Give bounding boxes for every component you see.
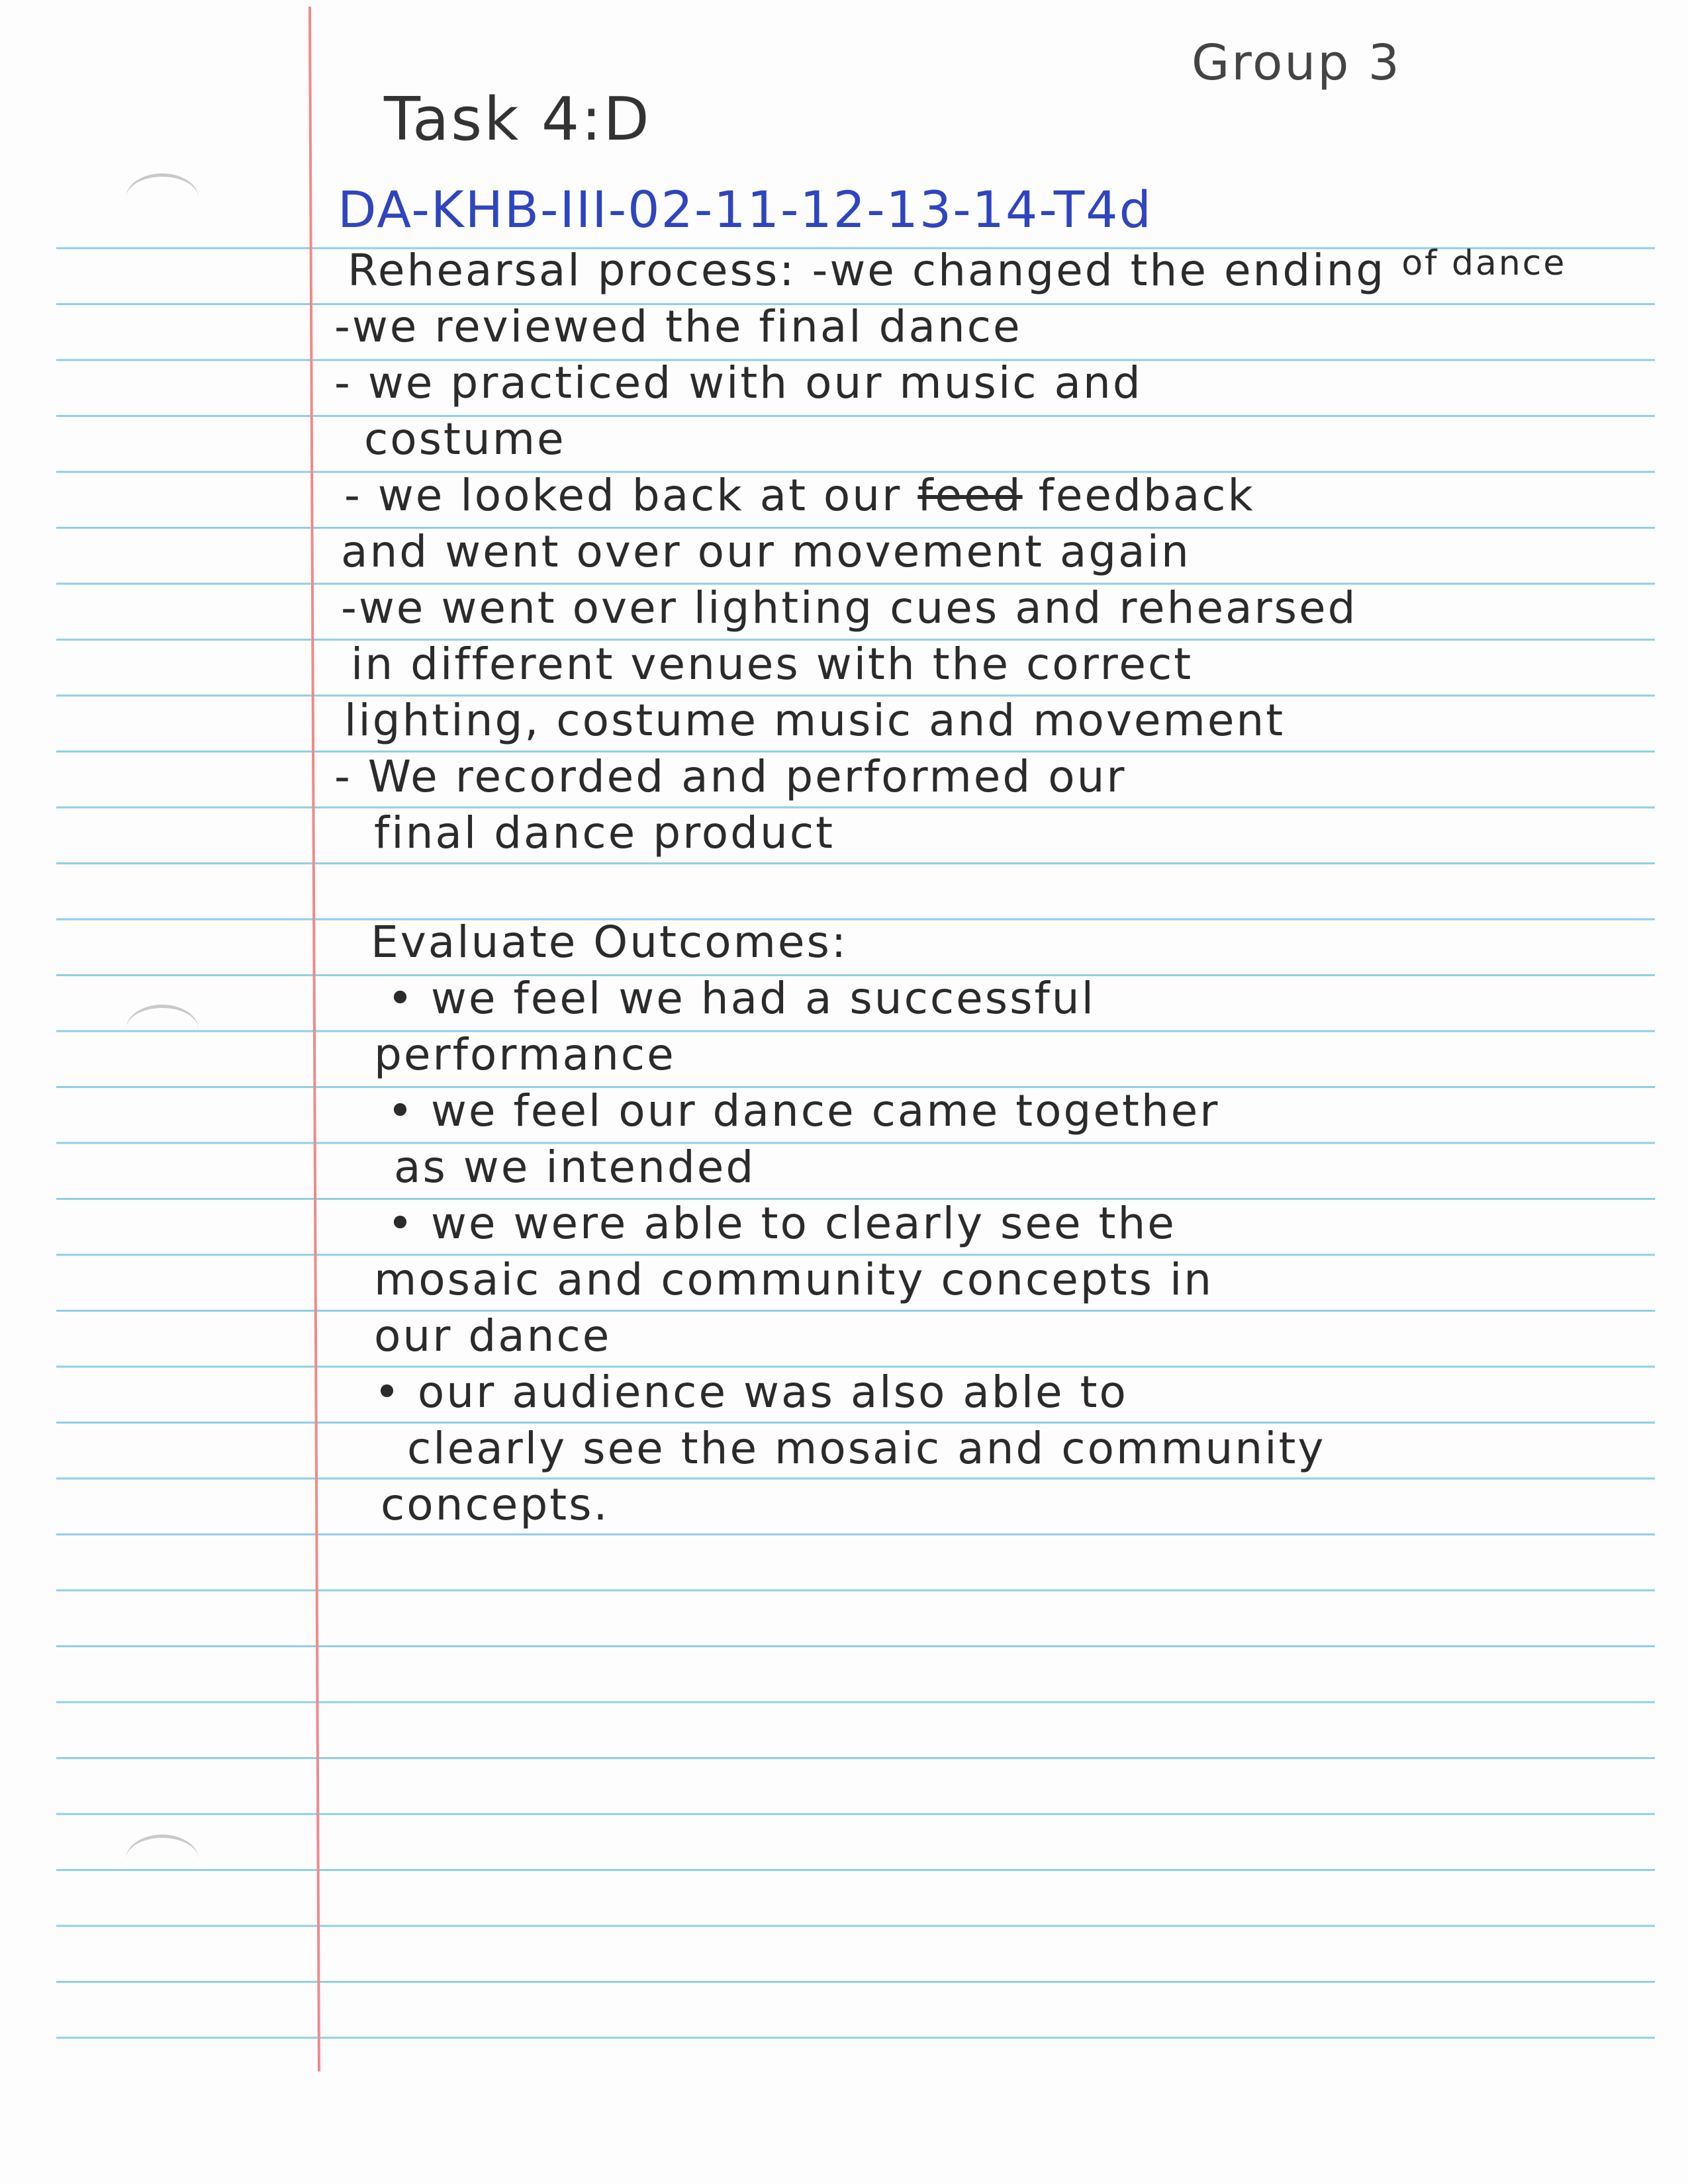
rehearsal-line: lighting, costume music and movement — [344, 695, 1286, 746]
margin-line — [310, 7, 319, 2071]
rehearsal-line: costume — [364, 414, 566, 465]
superscript-insert: of dance — [1401, 244, 1567, 283]
evaluate-line: • we feel our dance came together — [387, 1085, 1220, 1136]
binder-hole-middle — [126, 1005, 199, 1054]
rehearsal-line: - we practiced with our music and — [334, 357, 1143, 408]
rehearsal-line — [348, 245, 1566, 296]
line-text: Rehearsal process: -we changed the ending — [348, 245, 1402, 296]
evaluate-line: clearly see the mosaic and community — [407, 1423, 1326, 1474]
rehearsal-line: -we reviewed the final dance — [334, 301, 1022, 352]
task-label: Task 4:D — [384, 85, 651, 154]
evaluate-line: as we intended — [394, 1142, 756, 1193]
line-text: - we looked back at our — [344, 470, 918, 521]
document-code: DA-KHB-III-02-11-12-13-14-T4d — [338, 180, 1152, 239]
evaluate-line: • we feel we had a successful — [387, 973, 1096, 1024]
rehearsal-line: in different venues with the correct — [351, 639, 1194, 690]
binder-hole-bottom — [126, 1835, 199, 1884]
rehearsal-line: -we went over lighting cues and rehearsed — [341, 582, 1358, 633]
rehearsal-line — [344, 470, 1255, 521]
crossed-out-word: feed — [917, 470, 1023, 521]
evaluate-heading: Evaluate Outcomes: — [371, 917, 849, 968]
line-text: feedback — [1022, 470, 1255, 521]
rehearsal-line: final dance product — [374, 807, 835, 858]
evaluate-line: our dance — [374, 1310, 612, 1361]
binder-hole-top — [126, 173, 199, 223]
rehearsal-line: and went over our movement again — [341, 526, 1191, 577]
evaluate-line: • we were able to clearly see the — [387, 1198, 1176, 1249]
evaluate-line: performance — [374, 1029, 676, 1080]
rehearsal-line: - We recorded and performed our — [334, 751, 1127, 802]
evaluate-line: mosaic and community concepts in — [374, 1254, 1214, 1305]
evaluate-line: concepts. — [381, 1479, 610, 1530]
evaluate-line: • our audience was also able to — [374, 1367, 1128, 1418]
group-label: Group 3 — [1192, 34, 1401, 91]
